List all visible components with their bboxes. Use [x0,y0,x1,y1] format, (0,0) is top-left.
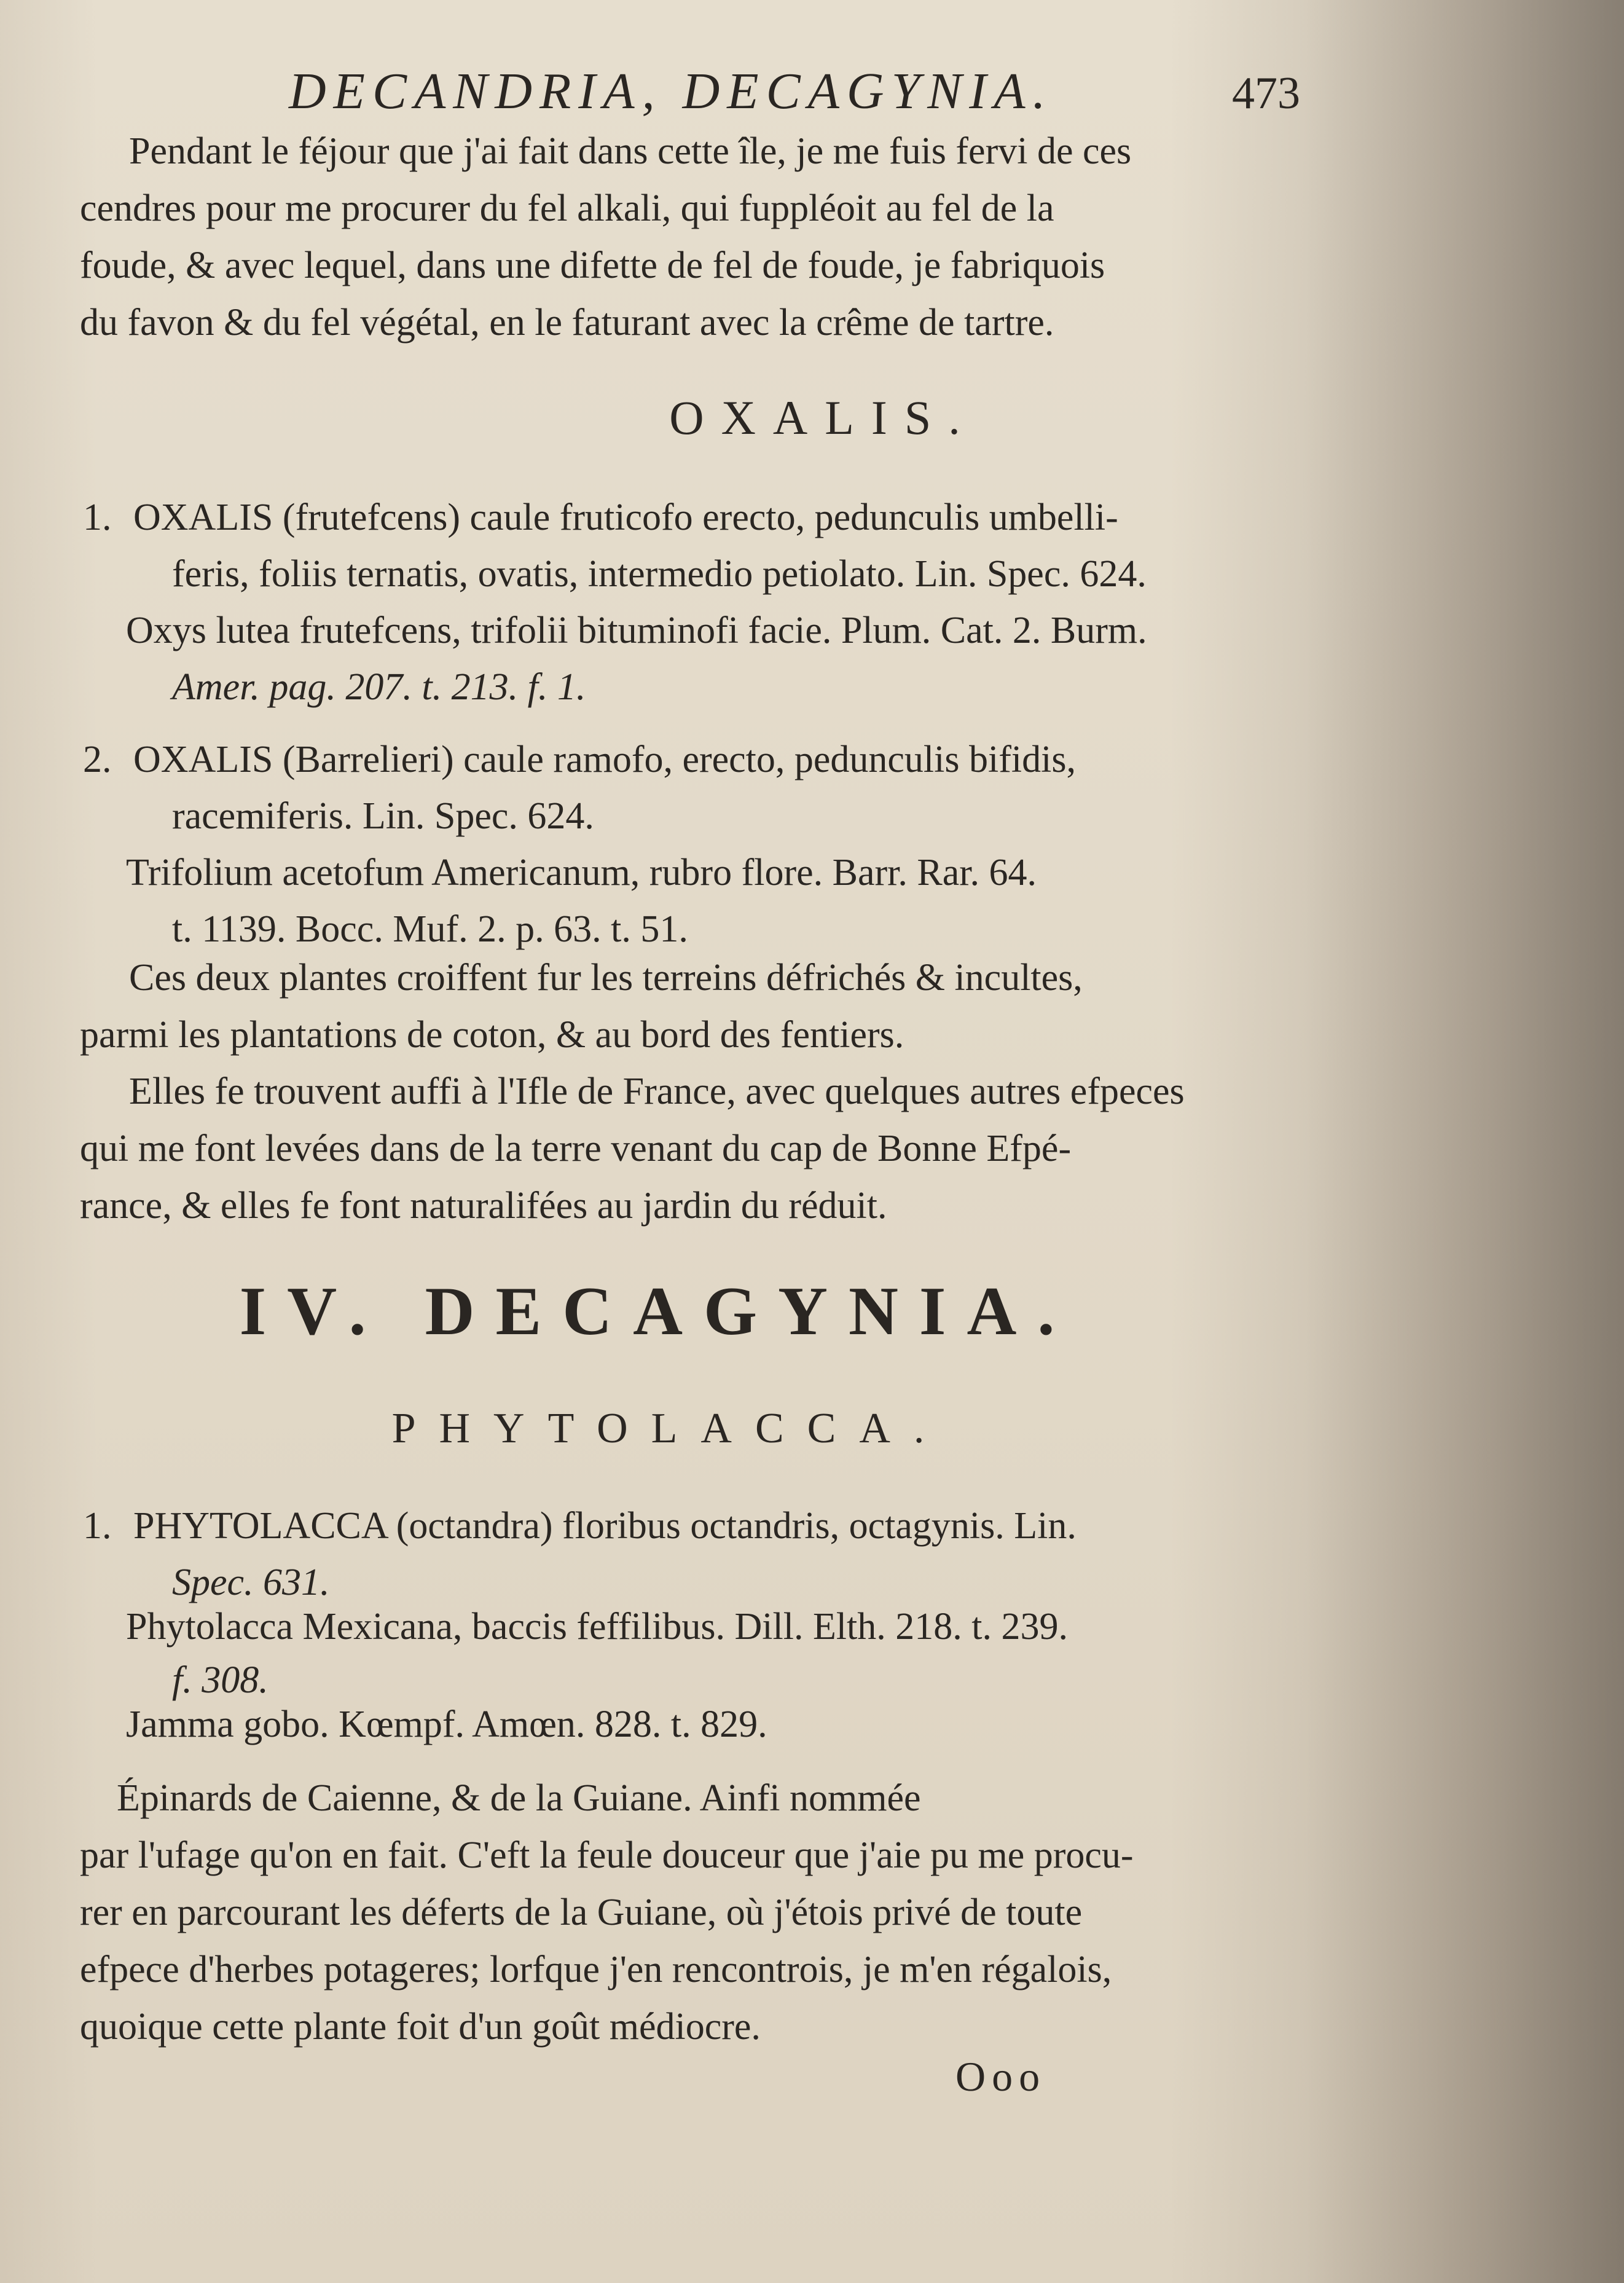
oxalis-note [80,949,1315,1064]
intro-line: cendres pour me procurer du fel alkali, qui fuppléoit au fel de la [80,187,1054,229]
oxalis-entry-1-line1 [83,489,1118,546]
oxalis-entry-2-line2: racemiferis. Lin. Spec. 624. [172,795,594,837]
page-number: 473 [1232,68,1300,119]
signature-mark: Ooo [955,2053,1046,2100]
epinards-line: rer en parcourant les déferts de la Guiane, où j'étois privé de toute [80,1892,1083,1933]
phytolacca-entry-1-line2: Spec. 631. [172,1562,330,1603]
oxalis-entry-2-synonym: Trifolium acetofum Americanum, rubro flore. Barr. Rar. 64. [126,852,1037,894]
page-gutter-shadow [1304,0,1624,2283]
intro-line: Pendant le féjour que j'ai fait dans cette île, je me fuis fervi de ces [129,130,1132,172]
phytolacca-entry-1-line1 [83,1498,1077,1554]
epinards-line: Épinards de Caienne, & de la Guiane. Ainfi nommée [117,1777,921,1819]
oxalis-entry-2-synonym-ref: t. 1139. Bocc. Muf. 2. p. 63. t. 51. [172,908,688,950]
intro-line: foude, & avec lequel, dans une difette de fel de foude, je fabriquois [80,245,1105,286]
intro-paragraph [80,123,1315,352]
intro-line: du favon & du fel végétal, en le faturant avec la crême de tartre. [80,302,1054,344]
phytolacca-synonym-1-ref: f. 308. [172,1659,269,1701]
oxalis-note-2 [80,1063,1315,1235]
entry-number: 1. [83,497,112,538]
note-line: Elles fe trouvent auffi à l'Ifle de France, avec quelques autres efpeces [129,1071,1185,1112]
entry-number: 2. [83,739,112,780]
entry-text: OXALIS (frutefcens) caule fruticofo erecto, pedunculis umbelli- [133,497,1118,538]
entry-text: PHYTOLACCA (octandra) floribus octandris, octagynis. Lin. [133,1505,1077,1547]
epinards-line: par l'ufage qu'on en fait. C'eft la feule douceur que j'aie pu me procu- [80,1834,1134,1876]
decagynia-heading: IV. DECAGYNIA. [239,1273,1076,1350]
note-line: parmi les plantations de coton, & au bord des fentiers. [80,1014,904,1056]
epinards-paragraph [80,1770,1309,2056]
entry-text: OXALIS (Barrelieri) caule ramofo, erecto, pedunculis bifidis, [133,739,1076,780]
phytolacca-synonym-1: Phytolacca Mexicana, baccis feffilibus. Dill. Elth. 218. t. 239. [126,1606,1068,1648]
phytolacca-heading: PHYTOLACCA. [391,1405,948,1452]
phytolacca-synonym-2: Jamma gobo. Kœmpf. Amœn. 828. t. 829. [126,1703,767,1745]
oxalis-heading: OXALIS. [669,391,978,444]
oxalis-entry-1-synonym: Oxys lutea frutefcens, trifolii bituminofi facie. Plum. Cat. 2. Burm. [126,610,1147,651]
note-line: qui me font levées dans de la terre venant du cap de Bonne Efpé- [80,1128,1072,1169]
running-head: DECANDRIA, DECAGYNIA. [289,63,1053,120]
note-line: rance, & elles fe font naturalifées au jardin du réduit. [80,1185,887,1227]
oxalis-entry-1-synonym-ref: Amer. pag. 207. t. 213. f. 1. [172,666,586,708]
entry-number: 1. [83,1505,112,1547]
epinards-line: efpece d'herbes potageres; lorfque j'en rencontrois, je m'en régalois, [80,1949,1112,1990]
oxalis-entry-1-line2: feris, foliis ternatis, ovatis, intermedio petiolato. Lin. Spec. 624. [172,553,1147,595]
oxalis-entry-2-line1 [83,731,1076,788]
epinards-line: quoique cette plante foit d'un goût médiocre. [80,2006,761,2048]
note-line: Ces deux plantes croiffent fur les terreins défrichés & incultes, [129,957,1083,999]
